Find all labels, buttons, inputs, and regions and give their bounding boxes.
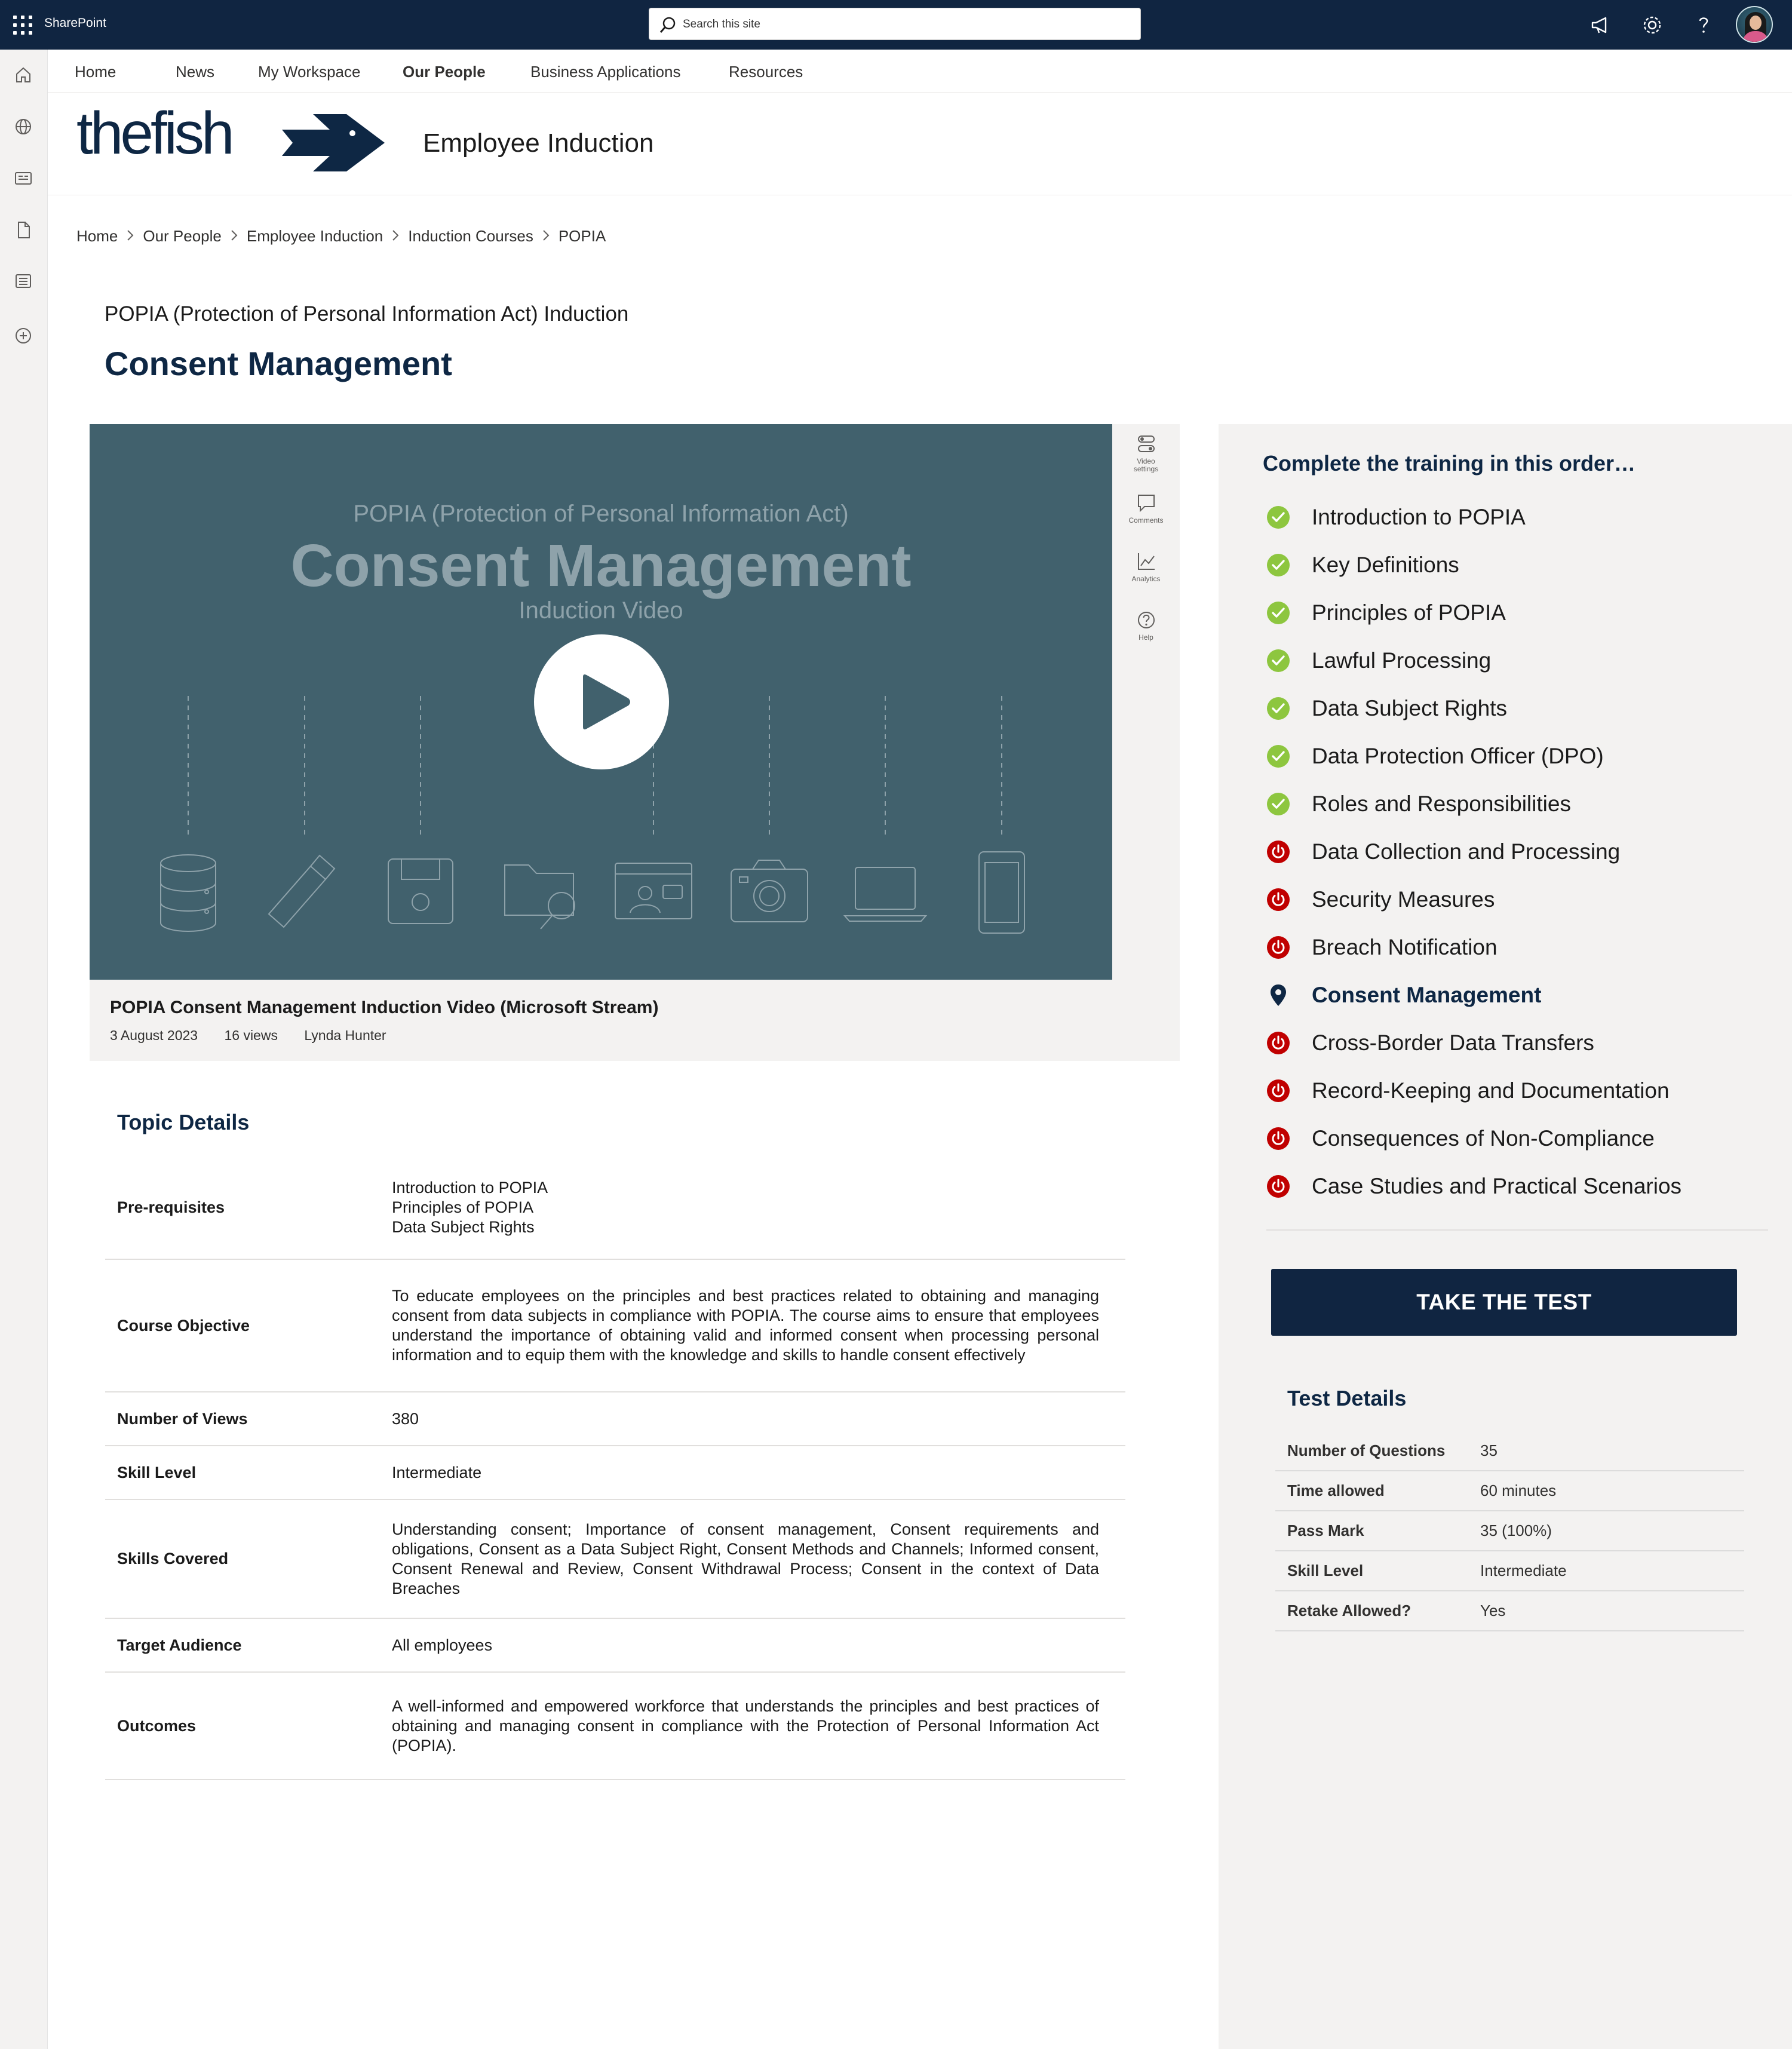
power-icon bbox=[1266, 1174, 1290, 1198]
topic-row-target-audience bbox=[105, 1619, 1125, 1673]
add-circle-icon[interactable] bbox=[13, 326, 33, 346]
training-item-label: Case Studies and Practical Scenarios bbox=[1312, 1174, 1682, 1198]
topic-row-value: To educate employees on the principles and best practices related to obtaining and managing consent from data subjects in compliance with POPIA. The course aims to ensure that employees understand the importance of obtaining valid and informed consent when processing personal information and to equip them with the knowledge and skills to handle consent effectively bbox=[392, 1287, 1099, 1364]
video-views: 16 views bbox=[224, 1027, 278, 1043]
comments-tool[interactable] bbox=[1112, 492, 1180, 524]
test-row-retake-allowed bbox=[1275, 1591, 1744, 1631]
topic-row-label: Number of Views bbox=[117, 1409, 248, 1428]
app-name[interactable]: SharePoint bbox=[44, 16, 106, 30]
training-item[interactable] bbox=[1266, 637, 1768, 685]
training-item[interactable] bbox=[1266, 876, 1768, 924]
training-item-label: Breach Notification bbox=[1312, 935, 1498, 959]
topic-row-value bbox=[392, 1178, 1099, 1237]
divider bbox=[1266, 1229, 1768, 1231]
comments-label: Comments bbox=[1128, 516, 1164, 524]
suite-bar bbox=[0, 0, 1792, 50]
training-item[interactable] bbox=[1266, 828, 1768, 876]
training-item[interactable] bbox=[1266, 493, 1768, 541]
test-row-label: Number of Questions bbox=[1287, 1441, 1446, 1459]
test-row-label: Pass Mark bbox=[1287, 1522, 1364, 1539]
search-box[interactable] bbox=[649, 8, 1141, 40]
power-icon bbox=[1266, 1031, 1290, 1055]
course-name: POPIA (Protection of Personal Information Act) Induction bbox=[105, 302, 629, 326]
breadcrumb-our-people[interactable]: Our People bbox=[143, 227, 222, 245]
video-side-tools bbox=[1112, 424, 1180, 980]
training-order-heading: Complete the training in this order… bbox=[1263, 451, 1636, 476]
video-date: 3 August 2023 bbox=[110, 1027, 198, 1043]
topic-row-label: Skill Level bbox=[117, 1463, 197, 1481]
topic-row-label: Course Objective bbox=[117, 1316, 250, 1335]
training-item-label: Data Protection Officer (DPO) bbox=[1312, 744, 1604, 768]
take-the-test-button[interactable]: TAKE THE TEST bbox=[1271, 1269, 1737, 1336]
video-title[interactable]: POPIA Consent Management Induction Video (Microsoft Stream) bbox=[110, 998, 659, 1017]
test-row-value: 60 minutes bbox=[1480, 1481, 1557, 1499]
breadcrumb-home[interactable]: Home bbox=[76, 227, 118, 245]
training-item-label: Consent Management bbox=[1312, 983, 1542, 1007]
training-item-label: Roles and Responsibilities bbox=[1312, 792, 1571, 816]
training-order-list bbox=[1266, 493, 1768, 1210]
training-item-label: Security Measures bbox=[1312, 887, 1495, 912]
location-pin-icon bbox=[1266, 983, 1290, 1007]
topic-row-skill-level bbox=[105, 1446, 1125, 1500]
topic-row-value: 380 bbox=[392, 1409, 419, 1428]
help-tool[interactable] bbox=[1112, 609, 1180, 642]
video-settings-label: Video settings bbox=[1133, 457, 1159, 473]
video-meta bbox=[110, 1027, 409, 1044]
check-circle-icon bbox=[1266, 505, 1290, 529]
topic-row-number-of-views bbox=[105, 1392, 1125, 1446]
breadcrumb-employee-induction[interactable]: Employee Induction bbox=[246, 227, 383, 245]
topic-row-prerequisites bbox=[105, 1156, 1125, 1260]
power-icon bbox=[1266, 840, 1290, 864]
test-row-skill-level bbox=[1275, 1551, 1744, 1591]
analytics-label: Analytics bbox=[1131, 575, 1161, 583]
slide-subtitle: POPIA (Protection of Personal Information Act) bbox=[353, 501, 849, 527]
training-item[interactable] bbox=[1266, 1067, 1768, 1115]
globe-icon[interactable] bbox=[13, 116, 33, 137]
hubnav-my-workspace[interactable]: My Workspace bbox=[258, 63, 361, 81]
training-item[interactable] bbox=[1266, 1162, 1768, 1210]
video-settings-icon bbox=[1136, 434, 1156, 455]
prerequisite-item[interactable]: Introduction to POPIA bbox=[392, 1178, 548, 1197]
home-icon[interactable] bbox=[13, 65, 33, 85]
training-item-label: Key Definitions bbox=[1312, 553, 1459, 577]
prerequisite-item[interactable]: Data Subject Rights bbox=[392, 1217, 535, 1236]
training-item-label: Consequences of Non-Compliance bbox=[1312, 1126, 1655, 1151]
test-row-value: 35 (100%) bbox=[1480, 1522, 1552, 1539]
check-circle-icon bbox=[1266, 553, 1290, 577]
slide-tag: Induction Video bbox=[518, 597, 683, 624]
analytics-tool[interactable] bbox=[1112, 551, 1180, 583]
topic-row-value: Intermediate bbox=[392, 1463, 482, 1481]
check-circle-icon bbox=[1266, 792, 1290, 816]
test-row-label: Skill Level bbox=[1287, 1562, 1364, 1579]
topic-row-label: Skills Covered bbox=[117, 1550, 229, 1568]
play-icon bbox=[578, 673, 632, 731]
test-row-number-of-questions bbox=[1275, 1431, 1744, 1471]
topic-details-heading: Topic Details bbox=[117, 1110, 250, 1134]
test-row-pass-mark bbox=[1275, 1511, 1744, 1551]
video-author: Lynda Hunter bbox=[304, 1027, 386, 1043]
training-item[interactable] bbox=[1266, 732, 1768, 780]
training-item-label: Data Subject Rights bbox=[1312, 696, 1508, 720]
breadcrumb-popia[interactable]: POPIA bbox=[558, 227, 606, 245]
slide-title: Consent Management bbox=[290, 532, 912, 599]
breadcrumb-induction-courses[interactable]: Induction Courses bbox=[408, 227, 533, 245]
hub-navigation bbox=[48, 50, 1792, 93]
video-card bbox=[90, 424, 1180, 1061]
breadcrumb bbox=[76, 227, 606, 246]
training-item-label: Introduction to POPIA bbox=[1312, 505, 1526, 529]
prerequisite-item[interactable]: Principles of POPIA bbox=[392, 1198, 534, 1216]
check-circle-icon bbox=[1266, 601, 1290, 625]
power-icon bbox=[1266, 1079, 1290, 1103]
app-launcher-icon[interactable] bbox=[13, 16, 32, 35]
test-row-value: Yes bbox=[1480, 1602, 1506, 1619]
topic-row-value: Understanding consent; Importance of consent management, Consent requirements and obligations, Consent as a Data Subject Right, Consent Methods and Channels; Informed consent, Consent Renewal and Review, Consent Withdrawal Process; Consent in the context of Data Breaches bbox=[392, 1520, 1099, 1597]
topic-row-course-objective bbox=[105, 1260, 1125, 1392]
power-icon bbox=[1266, 1127, 1290, 1151]
chevron-right-icon bbox=[391, 227, 400, 246]
list-icon[interactable] bbox=[13, 271, 33, 291]
site-logo[interactable] bbox=[76, 106, 399, 175]
hubnav-home[interactable]: Home bbox=[75, 63, 116, 81]
hubnav-news[interactable]: News bbox=[176, 63, 215, 81]
search-icon bbox=[659, 16, 677, 34]
training-item-label: Principles of POPIA bbox=[1312, 600, 1506, 625]
comment-icon bbox=[1136, 492, 1156, 514]
training-item[interactable] bbox=[1266, 1115, 1768, 1162]
play-button[interactable] bbox=[534, 634, 669, 769]
page-title: Consent Management bbox=[105, 345, 452, 382]
document-icon[interactable] bbox=[13, 220, 33, 240]
help-label: Help bbox=[1139, 633, 1153, 642]
training-item-label: Data Collection and Processing bbox=[1312, 839, 1621, 864]
logo-text: thefish bbox=[76, 106, 232, 167]
topic-row-label: Pre-requisites bbox=[117, 1198, 225, 1216]
topic-row-outcomes bbox=[105, 1673, 1125, 1780]
hubnav-business-applications[interactable]: Business Applications bbox=[530, 63, 681, 81]
test-row-label: Retake Allowed? bbox=[1287, 1602, 1411, 1619]
power-icon bbox=[1266, 935, 1290, 959]
training-item[interactable] bbox=[1266, 924, 1768, 971]
analytics-icon bbox=[1136, 551, 1156, 572]
test-row-value: Intermediate bbox=[1480, 1562, 1567, 1579]
training-item-label: Lawful Processing bbox=[1312, 648, 1492, 673]
topic-details-table bbox=[105, 1156, 1125, 1780]
megaphone-icon[interactable] bbox=[1589, 13, 1613, 37]
chevron-right-icon bbox=[126, 227, 134, 246]
training-item-label: Record-Keeping and Documentation bbox=[1312, 1078, 1670, 1103]
topic-row-value: A well-informed and empowered workforce that understands the principles and best practices of obtaining and managing consent in compliance with the Protection of Personal Information Act (POPIA). bbox=[392, 1697, 1099, 1754]
topic-row-skills-covered bbox=[105, 1500, 1125, 1619]
training-item[interactable] bbox=[1266, 971, 1768, 1019]
test-row-label: Time allowed bbox=[1287, 1481, 1385, 1499]
chevron-right-icon bbox=[542, 227, 550, 246]
help-circle-icon bbox=[1136, 609, 1156, 631]
check-circle-icon bbox=[1266, 697, 1290, 720]
training-item[interactable] bbox=[1266, 589, 1768, 637]
settings-gear-icon[interactable] bbox=[1640, 13, 1664, 37]
test-details-table bbox=[1275, 1431, 1744, 1631]
topic-row-value: All employees bbox=[392, 1636, 493, 1654]
video-player[interactable] bbox=[90, 424, 1112, 980]
training-item[interactable] bbox=[1266, 541, 1768, 589]
training-item[interactable] bbox=[1266, 780, 1768, 828]
hubnav-our-people[interactable]: Our People bbox=[403, 63, 486, 81]
check-circle-icon bbox=[1266, 649, 1290, 673]
site-title[interactable]: Employee Induction bbox=[423, 128, 654, 158]
news-icon[interactable] bbox=[13, 168, 33, 188]
training-item[interactable] bbox=[1266, 1019, 1768, 1067]
search-placeholder: Search this site bbox=[683, 18, 760, 30]
topic-row-label: Target Audience bbox=[117, 1636, 242, 1654]
training-item-label: Cross-Border Data Transfers bbox=[1312, 1030, 1594, 1055]
test-details-heading: Test Details bbox=[1287, 1386, 1407, 1410]
training-item[interactable] bbox=[1266, 685, 1768, 732]
help-question-icon[interactable] bbox=[1692, 13, 1716, 37]
hubnav-resources[interactable]: Resources bbox=[729, 63, 803, 81]
user-avatar[interactable] bbox=[1736, 6, 1773, 43]
site-header bbox=[48, 93, 1792, 195]
chevron-right-icon bbox=[230, 227, 238, 246]
test-row-time-allowed bbox=[1275, 1471, 1744, 1511]
video-settings-tool[interactable] bbox=[1112, 434, 1180, 473]
check-circle-icon bbox=[1266, 744, 1290, 768]
app-bar bbox=[0, 50, 48, 2049]
test-row-value: 35 bbox=[1480, 1441, 1498, 1459]
topic-row-label: Outcomes bbox=[117, 1716, 197, 1735]
training-order-panel bbox=[1219, 424, 1792, 2049]
power-icon bbox=[1266, 888, 1290, 912]
